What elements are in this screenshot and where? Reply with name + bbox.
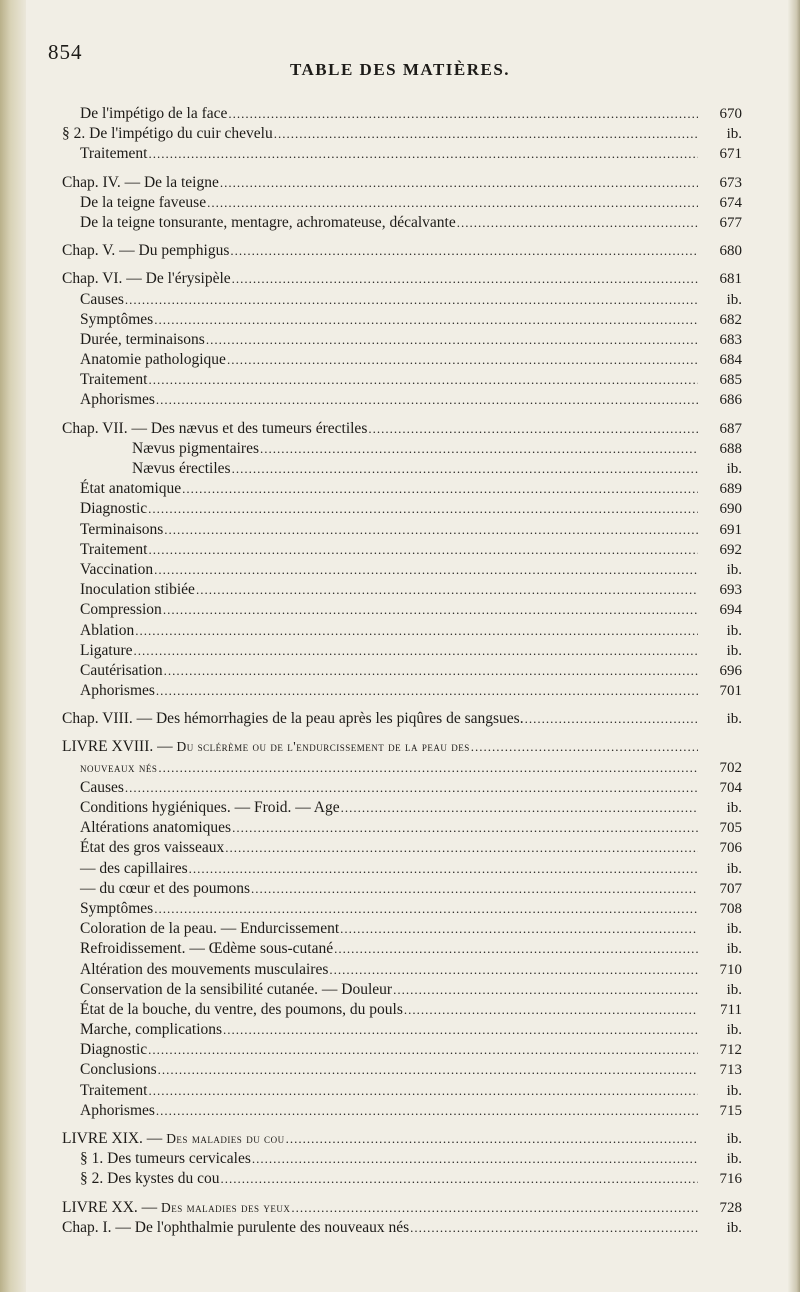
dot-leader <box>154 310 698 330</box>
toc-entry <box>62 1218 742 1238</box>
toc-entry-page: ib. <box>726 1022 742 1039</box>
dot-leader <box>148 540 698 560</box>
toc-entry <box>62 560 742 580</box>
toc-entry-title: État anatomique <box>80 480 182 498</box>
dot-leader <box>148 499 698 519</box>
toc-entry-title: Chap. IV. — De la teigne <box>62 173 219 191</box>
dot-leader <box>156 681 698 701</box>
toc-entry-page: 716 <box>719 1171 742 1188</box>
toc-entry-title: LIVRE XX. — Des maladies des yeux <box>62 1198 291 1216</box>
toc-entry <box>62 818 742 838</box>
toc-entry-page: 692 <box>719 541 742 558</box>
dot-leader <box>154 899 698 919</box>
toc-entry-title: Chap. VII. — Des nævus et des tumeurs érectiles <box>62 419 368 437</box>
toc-entry-page: ib. <box>726 642 742 659</box>
toc-entry-page: 708 <box>719 900 742 917</box>
toc-entry-title: De la teigne faveuse <box>80 193 207 211</box>
dot-leader <box>232 818 698 838</box>
dot-leader <box>207 193 698 213</box>
dot-leader <box>148 1081 698 1101</box>
toc-entry-page: 728 <box>719 1199 742 1216</box>
toc-entry <box>62 838 742 858</box>
toc-entry-title: Ablation <box>80 621 135 639</box>
toc-entry-page: 710 <box>719 961 742 978</box>
toc-entry-page: 696 <box>719 662 742 679</box>
dot-leader <box>525 709 698 729</box>
running-head-title: TABLE DES MATIÈRES. <box>289 60 511 79</box>
dot-leader <box>220 173 698 193</box>
toc-entry-title: § 1. Des tumeurs cervicales <box>80 1150 251 1168</box>
toc-entry <box>62 520 742 540</box>
dot-leader <box>251 879 698 899</box>
toc-entry <box>62 104 742 124</box>
toc-entry <box>62 621 742 641</box>
toc-entry <box>62 1040 742 1060</box>
dot-leader <box>135 621 698 641</box>
toc-entry-page: 694 <box>719 602 742 619</box>
toc-entry <box>62 370 742 390</box>
toc-entry-page: 688 <box>719 440 742 457</box>
toc-entry-title: Conservation de la sensibilité cutanée. — Douleur <box>80 980 393 998</box>
toc-entry <box>62 1081 742 1101</box>
toc-entry-title: Causes <box>80 290 124 308</box>
dot-leader <box>291 1198 698 1218</box>
toc-entry-page: 702 <box>719 759 742 776</box>
dot-leader <box>223 1020 698 1040</box>
toc-entry-page: 712 <box>719 1042 742 1059</box>
dot-leader <box>196 580 698 600</box>
dot-leader <box>154 560 698 580</box>
toc-entry-page: ib. <box>726 1131 742 1147</box>
toc-entry <box>62 778 742 798</box>
toc-entry <box>62 1149 742 1169</box>
toc-entry-title: LIVRE XIX. — Des maladies du cou <box>62 1130 285 1147</box>
toc-entry <box>62 499 742 519</box>
dot-leader <box>457 213 698 233</box>
toc-entry <box>62 980 742 1000</box>
toc-entry <box>62 798 742 818</box>
toc-entry-page: 693 <box>719 582 742 599</box>
toc-entry <box>62 681 742 701</box>
toc-entry <box>62 310 742 330</box>
toc-entry <box>62 758 742 778</box>
toc-entry-title: Causes <box>80 778 124 796</box>
dot-leader <box>125 290 698 310</box>
toc-entry <box>62 173 742 193</box>
toc-entry-title: § 2. Des kystes du cou <box>80 1170 220 1188</box>
toc-entry <box>62 144 742 164</box>
toc-entry-title: Traitement <box>80 540 148 558</box>
toc-entry <box>62 540 742 560</box>
dot-leader <box>125 778 698 798</box>
dot-leader <box>286 1129 698 1149</box>
toc-entry <box>62 459 742 479</box>
toc-entry-page: 704 <box>719 779 742 796</box>
toc-entry-title: Conclusions <box>80 1061 157 1079</box>
page-fore-edge <box>788 0 800 1292</box>
toc-entry <box>62 709 742 729</box>
toc-entry-title: Aphorismes <box>80 1101 155 1119</box>
dot-leader <box>232 269 698 289</box>
dot-leader <box>221 1169 699 1189</box>
toc-entry-page: 701 <box>719 683 742 700</box>
toc-entry-page: ib. <box>726 291 742 308</box>
toc-entry-page: 690 <box>719 501 742 518</box>
toc-entry-title: Durée, terminaisons <box>80 330 205 348</box>
toc-entry-title: — des capillaires <box>80 859 188 877</box>
toc-entry-page: 674 <box>719 194 742 211</box>
toc-entry-page: 673 <box>719 174 742 191</box>
toc-entry-title: Aphorismes <box>80 391 155 409</box>
dot-leader <box>189 859 698 879</box>
toc-entry-title: Vaccination <box>80 560 154 578</box>
toc-entry-page: ib. <box>726 461 742 477</box>
toc-entry-page: 686 <box>719 392 742 409</box>
toc-entry <box>62 439 742 459</box>
toc-entry <box>62 600 742 620</box>
toc-entry-title: Diagnostic <box>80 1041 148 1059</box>
toc-entry-title: Traitement <box>80 145 148 163</box>
toc-entry-page: 677 <box>719 214 742 231</box>
toc-entry-title: Chap. V. — Du pemphigus <box>62 242 230 260</box>
toc-entry-title: Coloration de la peau. — Endurcissement <box>80 920 340 938</box>
toc-entry-title: État des gros vaisseaux <box>80 839 225 857</box>
toc-entry-title: Nævus érectiles <box>132 460 231 477</box>
toc-entry <box>62 1000 742 1020</box>
page-number: 854 <box>48 40 83 64</box>
toc-entry-page: 685 <box>719 372 742 389</box>
dot-leader <box>232 459 698 479</box>
toc-entry-title: Altérations anatomiques <box>80 819 232 837</box>
toc-entry-page: 715 <box>719 1102 742 1119</box>
dot-leader <box>225 838 698 858</box>
toc-entry-title: Chap. I. — De l'ophthalmie purulente des nouveaux nés <box>62 1218 410 1236</box>
toc-entry-title: Anatomie pathologique <box>80 351 226 369</box>
toc-entry-title: Conditions hygiéniques. — Froid. — Age <box>80 799 340 816</box>
toc-entry <box>62 213 742 233</box>
dot-leader <box>410 1218 698 1238</box>
dot-leader <box>182 479 698 499</box>
toc-entry-title: Chap. VIII. — Des hémorrhagies de la peau après les piqûres de sangsues. <box>62 710 524 728</box>
toc-entry-page: ib. <box>726 1219 742 1236</box>
dot-leader <box>340 919 698 939</box>
dot-leader <box>148 1040 698 1060</box>
toc-entry-page: 684 <box>719 352 742 369</box>
toc-entry <box>62 1060 742 1080</box>
toc-entry-page: ib. <box>726 941 742 958</box>
toc-entry <box>62 290 742 310</box>
toc-entry-page: ib. <box>726 981 742 998</box>
toc-entry-title: De la teigne tonsurante, mentagre, achromateuse, décalvante <box>80 213 456 231</box>
toc-entry-page: 670 <box>719 106 742 122</box>
toc-entry-title: Chap. VI. — De l'érysipèle <box>62 270 231 288</box>
dot-leader <box>134 641 698 661</box>
toc-entry-page: 682 <box>719 311 742 328</box>
dot-leader <box>228 104 698 124</box>
toc-entry-page: 681 <box>719 271 742 288</box>
toc-entry-title: LIVRE XVIII. — Du sclérème ou de l'endurcissement de la peau des <box>62 738 470 756</box>
toc-entry <box>62 939 742 959</box>
toc-entry-page: 711 <box>720 1001 742 1018</box>
toc-entry <box>62 1129 742 1149</box>
toc-entry-page: 687 <box>719 420 742 437</box>
dot-leader <box>156 1101 698 1121</box>
dot-leader <box>471 737 698 757</box>
toc-entry-page: 683 <box>719 331 742 348</box>
toc-entry-page: 671 <box>719 146 742 163</box>
toc-entry-page: 706 <box>719 840 742 857</box>
toc-entry <box>62 899 742 919</box>
dot-leader <box>164 520 698 540</box>
toc-entry-page: ib. <box>726 622 742 639</box>
toc-entry <box>62 419 742 439</box>
dot-leader <box>148 144 698 164</box>
toc-entry-page: 691 <box>719 521 742 538</box>
toc-entry-title: État de la bouche, du ventre, des poumons, du pouls <box>80 1000 403 1018</box>
toc-entry-title: Symptômes <box>80 310 154 328</box>
dot-leader <box>404 1000 698 1020</box>
table-of-contents <box>62 104 742 1238</box>
toc-entry <box>62 879 742 899</box>
toc-entry <box>62 1198 742 1218</box>
toc-entry <box>62 269 742 289</box>
dot-leader <box>334 939 698 959</box>
toc-entry-title: Terminaisons <box>80 520 164 538</box>
dot-leader <box>206 330 698 350</box>
toc-entry-page: ib. <box>726 800 742 816</box>
toc-entry-title: Marche, complications <box>80 1021 223 1039</box>
dot-leader <box>148 370 698 390</box>
toc-entry <box>62 1101 742 1121</box>
toc-entry-page: ib. <box>726 921 742 938</box>
dot-leader <box>158 758 698 778</box>
toc-entry-title: Traitement <box>80 1081 148 1099</box>
dot-leader <box>274 124 698 144</box>
toc-entry <box>62 661 742 681</box>
toc-entry-title: Ligature <box>80 641 133 659</box>
toc-entry-title: Traitement <box>80 371 148 389</box>
dot-leader <box>163 600 698 620</box>
dot-leader <box>156 390 698 410</box>
dot-leader <box>260 439 698 459</box>
dot-leader <box>252 1149 698 1169</box>
dot-leader <box>341 798 698 818</box>
toc-entry-title: De l'impétigo de la face <box>80 105 228 122</box>
toc-entry <box>62 241 742 261</box>
toc-entry-title: Cautérisation <box>80 661 163 679</box>
toc-entry-page: 689 <box>719 481 742 498</box>
toc-entry-page: ib. <box>726 711 742 728</box>
toc-entry <box>62 919 742 939</box>
dot-leader <box>158 1060 698 1080</box>
toc-entry <box>62 1169 742 1189</box>
dot-leader <box>230 241 698 261</box>
toc-entry-title: — du cœur et des poumons <box>80 879 251 897</box>
toc-entry <box>62 124 742 144</box>
toc-entry-title: nouveaux nés <box>80 759 158 775</box>
toc-entry-page: 713 <box>719 1062 742 1079</box>
toc-entry-page: ib. <box>726 1082 742 1099</box>
toc-entry-page: 680 <box>719 243 742 260</box>
toc-entry <box>62 479 742 499</box>
toc-entry-title: Inoculation stibiée <box>80 581 195 599</box>
toc-entry-title: Altération des mouvements musculaires <box>80 960 329 978</box>
toc-entry <box>62 1020 742 1040</box>
dot-leader <box>227 350 698 370</box>
toc-entry-title: Aphorismes <box>80 682 155 700</box>
toc-entry-title: Refroidissement. — Œdème sous-cutané <box>80 940 334 958</box>
dot-leader <box>368 419 698 439</box>
toc-entry <box>62 960 742 980</box>
toc-entry-page: 707 <box>719 880 742 897</box>
toc-entry-title: Compression <box>80 601 162 619</box>
dot-leader <box>329 960 698 980</box>
toc-entry <box>62 641 742 661</box>
toc-entry-page: 705 <box>719 820 742 837</box>
page-binding-edge <box>0 0 26 1292</box>
toc-entry <box>62 737 742 757</box>
toc-entry <box>62 390 742 410</box>
dot-leader <box>164 661 698 681</box>
toc-entry-title: Diagnostic <box>80 500 148 518</box>
toc-entry <box>62 193 742 213</box>
toc-entry-page: ib. <box>726 860 742 877</box>
toc-entry-page: ib. <box>726 126 742 143</box>
toc-entry <box>62 859 742 879</box>
toc-entry <box>62 580 742 600</box>
toc-entry-page: ib. <box>726 1151 742 1168</box>
toc-entry-title: Symptômes <box>80 899 154 917</box>
toc-entry-title: § 2. De l'impétigo du cuir chevelu <box>62 125 273 143</box>
dot-leader <box>393 980 698 1000</box>
toc-entry <box>62 330 742 350</box>
toc-entry-page: ib. <box>726 561 742 578</box>
toc-entry <box>62 350 742 370</box>
toc-entry-title: Nævus pigmentaires <box>132 439 259 457</box>
